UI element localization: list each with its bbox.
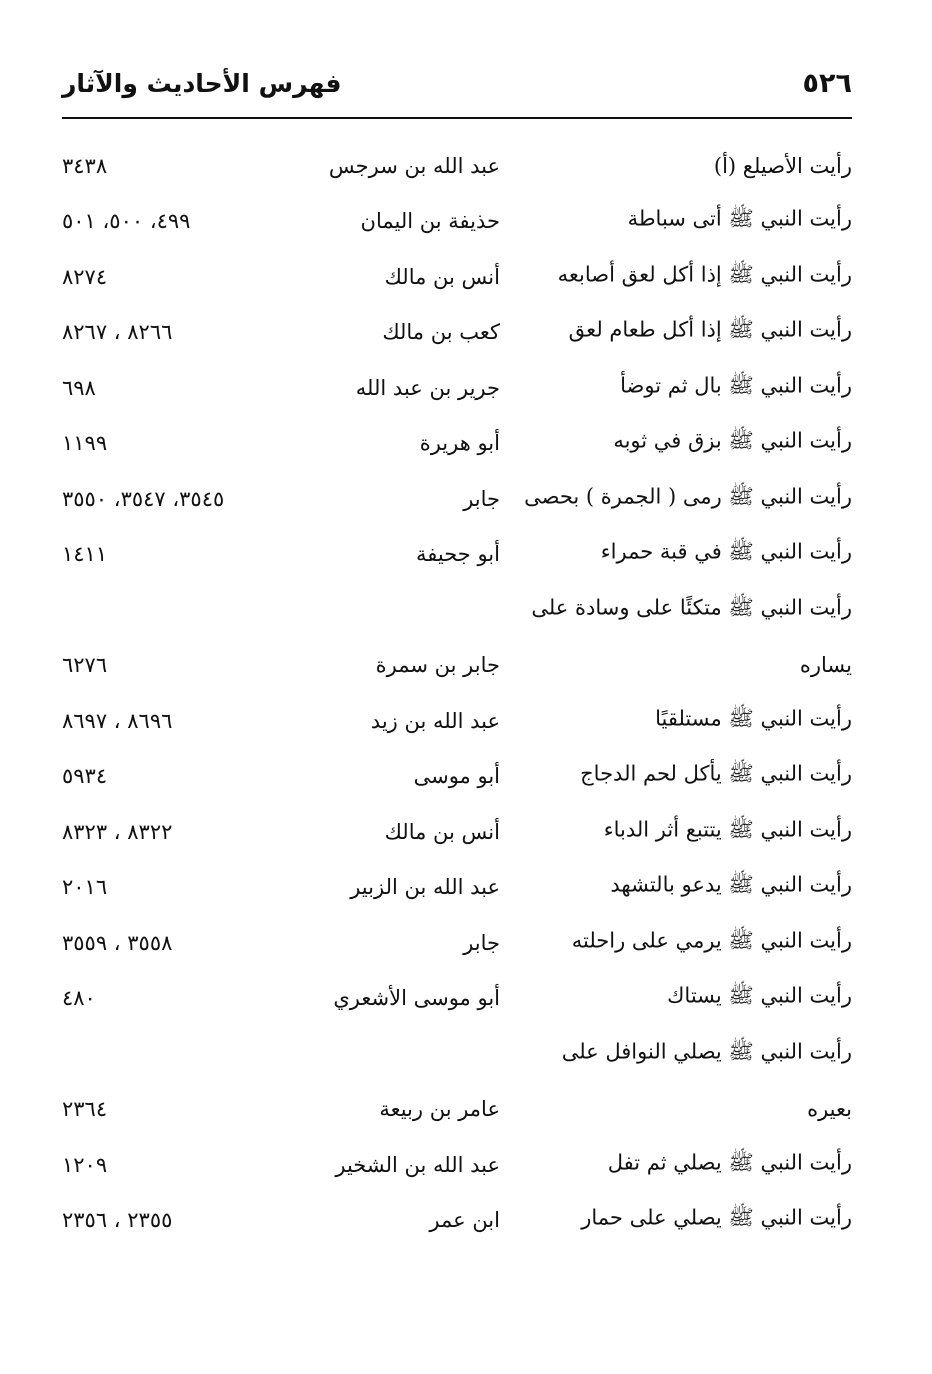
hadith-text: رأيت النبي ﷺ مستلقيًا: [655, 706, 852, 731]
reference-numbers: ٨٢٦٦ ، ٨٢٦٧: [62, 320, 173, 345]
narrator-name: جرير بن عبد الله: [355, 375, 500, 400]
narrator-name: عبد الله بن زيد: [370, 708, 500, 733]
index-entry: [62, 749, 852, 805]
index-entry: [62, 471, 852, 527]
index-entry: [62, 638, 852, 694]
narrator-name: أنس بن مالك: [384, 264, 500, 289]
page-header: [62, 58, 852, 108]
index-entry: [62, 1137, 852, 1193]
index-entry: [62, 1082, 852, 1138]
reference-numbers: ٢٣٥٥ ، ٢٣٥٦: [62, 1208, 173, 1233]
reference-numbers: ٤٩٩، ٥٠٠، ٥٠١: [62, 209, 191, 234]
reference-numbers: ٣٥٤٥، ٣٥٤٧، ٣٥٥٠: [62, 486, 225, 511]
reference-numbers: ٨٣٢٢ ، ٨٣٢٣: [62, 819, 173, 844]
index-entry: [62, 416, 852, 472]
index-entry: [62, 1026, 852, 1082]
hadith-text: رأيت النبي ﷺ بزق في ثوبه: [613, 428, 852, 453]
index-entry: [62, 305, 852, 361]
reference-numbers: ١١٩٩: [62, 431, 108, 456]
index-entry: [62, 804, 852, 860]
reference-numbers: ١٢٠٩: [62, 1152, 108, 1177]
narrator-name: عامر بن ربيعة: [379, 1097, 500, 1122]
narrator-name: عبد الله بن الشخير: [335, 1152, 500, 1177]
hadith-text: رأيت النبي ﷺ بال ثم توضأ: [620, 373, 852, 398]
hadith-text: رأيت النبي ﷺ إذا أكل لعق أصابعه: [557, 262, 852, 287]
reference-numbers: ٣٤٣٨: [62, 153, 108, 178]
hadith-text: رأيت النبي ﷺ يصلي ثم تفل: [607, 1150, 852, 1175]
reference-numbers: ١٤١١: [62, 542, 108, 567]
narrator-name: أبو هريرة: [419, 431, 500, 456]
hadith-index-list: [62, 138, 852, 1248]
narrator-name: عبد الله بن الزبير: [350, 875, 500, 900]
page-number: ٥٢٦: [802, 67, 852, 99]
reference-numbers: ٢٠١٦: [62, 875, 108, 900]
hadith-text: رأيت النبي ﷺ يصلي النوافل على: [561, 1039, 852, 1064]
narrator-name: جابر بن سمرة: [375, 653, 500, 678]
narrator-name: كعب بن مالك: [382, 320, 500, 345]
narrator-name: ابن عمر: [429, 1208, 500, 1233]
index-entry: [62, 860, 852, 916]
index-entry: [62, 1193, 852, 1249]
index-entry: [62, 360, 852, 416]
index-entry: [62, 693, 852, 749]
running-title: فهرس الأحاديث والآثار: [62, 68, 342, 98]
reference-numbers: ٦٩٨: [62, 375, 96, 400]
hadith-text: رأيت النبي ﷺ في قبة حمراء: [600, 539, 852, 564]
reference-numbers: ٤٨٠: [62, 986, 96, 1011]
hadith-text: رأيت النبي ﷺ رمى ( الجمرة ) بحصى: [524, 484, 852, 509]
index-entry: [62, 527, 852, 583]
hadith-text: رأيت النبي ﷺ أتى سباطة: [627, 206, 852, 231]
index-entry: [62, 971, 852, 1027]
index-entry: [62, 194, 852, 250]
index-entry: [62, 915, 852, 971]
narrator-name: عبد الله بن سرجس: [328, 153, 500, 178]
hadith-text: رأيت النبي ﷺ يرمي على راحلته: [571, 928, 852, 953]
header-rule: [62, 117, 852, 119]
narrator-name: أنس بن مالك: [384, 819, 500, 844]
reference-numbers: ٦٢٧٦: [62, 653, 108, 678]
narrator-name: أبو موسى الأشعري: [333, 986, 500, 1011]
narrator-name: أبو جحيفة: [416, 542, 500, 567]
index-entry: [62, 138, 852, 194]
hadith-text: يساره: [799, 653, 852, 678]
narrator-name: جابر: [463, 930, 500, 955]
index-entry: [62, 249, 852, 305]
hadith-text: بعيره: [807, 1097, 852, 1122]
hadith-text: رأيت النبي ﷺ يصلي على حمار: [581, 1205, 852, 1230]
reference-numbers: ٣٥٥٨ ، ٣٥٥٩: [62, 930, 173, 955]
hadith-text: رأيت النبي ﷺ إذا أكل طعام لعق: [568, 317, 852, 342]
hadith-text: رأيت النبي ﷺ يدعو بالتشهد: [610, 872, 852, 897]
reference-numbers: ٨٢٧٤: [62, 264, 108, 289]
hadith-text: رأيت النبي ﷺ يأكل لحم الدجاج: [580, 761, 852, 786]
narrator-name: حذيفة بن اليمان: [360, 209, 500, 234]
index-entry: [62, 582, 852, 638]
narrator-name: جابر: [463, 486, 500, 511]
hadith-text: رأيت النبي ﷺ يستاك: [667, 983, 852, 1008]
reference-numbers: ٨٦٩٦ ، ٨٦٩٧: [62, 708, 173, 733]
reference-numbers: ٢٣٦٤: [62, 1097, 108, 1122]
hadith-text: رأيت الأصيلع (أ): [713, 153, 852, 178]
hadith-text: رأيت النبي ﷺ يتتبع أثر الدباء: [603, 817, 852, 842]
narrator-name: أبو موسى: [413, 764, 500, 789]
hadith-text: رأيت النبي ﷺ متكئًا على وسادة على: [531, 595, 852, 620]
reference-numbers: ٥٩٣٤: [62, 764, 108, 789]
